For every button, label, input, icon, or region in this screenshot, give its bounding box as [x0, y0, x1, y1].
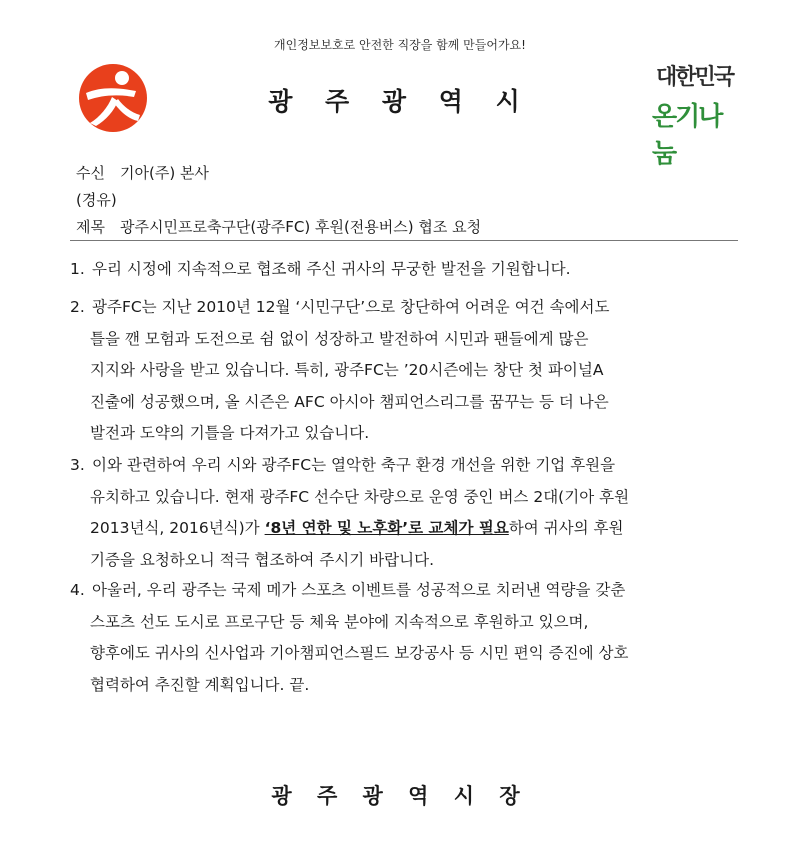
paragraph-4-line-3: 향후에도 귀사의 신사업과 기아챔피언스필드 보강공사 등 시민 편익 증진에 상호 [90, 644, 629, 662]
paragraph-2-line-5: 발전과 도약의 기틀을 다져가고 있습니다. [90, 424, 370, 442]
subject-label: 제목 [76, 218, 105, 236]
recipient-label: 수신 [76, 164, 105, 182]
paragraph-4-number: 4. [70, 581, 85, 599]
paragraph-4 [70, 575, 742, 701]
signer-title: 광 주 광 역 시 장 [271, 784, 529, 808]
paragraph-3-line-3-post: 하여 귀사의 후원 [508, 519, 624, 537]
paragraph-3-line-3 [70, 513, 742, 545]
paragraph-4-line-2: 스포츠 선도 도시로 프로구단 등 체육 분야에 지속적으로 후원하고 있으며, [90, 612, 589, 631]
paragraph-4-line-4: 협력하여 추진할 계획입니다. 끝. [90, 675, 310, 694]
recipient-value: 기아(주) 본사 [120, 164, 209, 182]
paragraph-3 [70, 450, 742, 576]
warmth-sharing-logo [648, 56, 740, 169]
paragraph-1-number: 1. [70, 260, 85, 278]
paragraph-3-line-3-pre: 2013년식, 2016년식)가 [90, 519, 265, 537]
via-row [76, 189, 117, 210]
header-divider [70, 240, 738, 241]
paragraph-3-line-1: 이와 관련하여 우리 시와 광주FC는 열악한 축구 환경 개선을 위한 기업 후원을 [92, 456, 616, 474]
privacy-slogan: 개인정보보호로 안전한 직장을 함께 만들어가요! [274, 38, 526, 52]
paragraph-1-line-1: 우리 시정에 지속적으로 협조해 주신 귀사의 무궁한 발전을 기원합니다. [92, 260, 571, 278]
paragraph-2-line-1: 광주FC는 지난 2010년 12월 ‘시민구단’으로 창단하여 어려운 여건 속에서도 [92, 298, 610, 316]
issuer-title: 광 주 광 역 시 [268, 87, 532, 116]
subject-row [76, 216, 481, 237]
paragraph-3-number: 3. [70, 456, 85, 474]
paragraph-2-number: 2. [70, 298, 85, 316]
recipient-row [76, 162, 209, 183]
paragraph-1 [70, 254, 742, 286]
logo-line-2: 온기나눔 [652, 102, 722, 169]
logo-line-1: 대한민국 [656, 65, 734, 90]
subject-value: 광주시민프로축구단(광주FC) 후원(전용버스) 협조 요청 [120, 218, 482, 236]
paragraph-4-line-1: 아울러, 우리 광주는 국제 메가 스포츠 이벤트를 성공적으로 치러낸 역량을 갖춘 [92, 581, 626, 599]
paragraph-3-line-4: 기증을 요청하오니 적극 협조하여 주시기 바랍니다. [90, 550, 434, 569]
paragraph-3-line-2: 유치하고 있습니다. 현재 광주FC 선수단 차량으로 운영 중인 버스 2대(기아 후원 [90, 487, 630, 506]
paragraph-2-line-2: 틀을 깬 모험과 도전으로 쉼 없이 성장하고 발전하여 시민과 팬들에게 많은 [90, 329, 589, 348]
via-label: (경유) [76, 191, 117, 209]
paragraph-2-line-4: 진출에 성공했으며, 올 시즌은 AFC 아시아 챔피언스리그를 꿈꾸는 등 더 나은 [90, 392, 609, 411]
paragraph-2-line-3: 지지와 사랑을 받고 있습니다. 특히, 광주FC는 ’20시즌에는 창단 첫 파이널A [90, 361, 604, 379]
replacement-needed-emphasis: ‘8년 연한 및 노후화’로 교체가 필요 [264, 519, 509, 537]
paragraph-2 [70, 292, 742, 450]
